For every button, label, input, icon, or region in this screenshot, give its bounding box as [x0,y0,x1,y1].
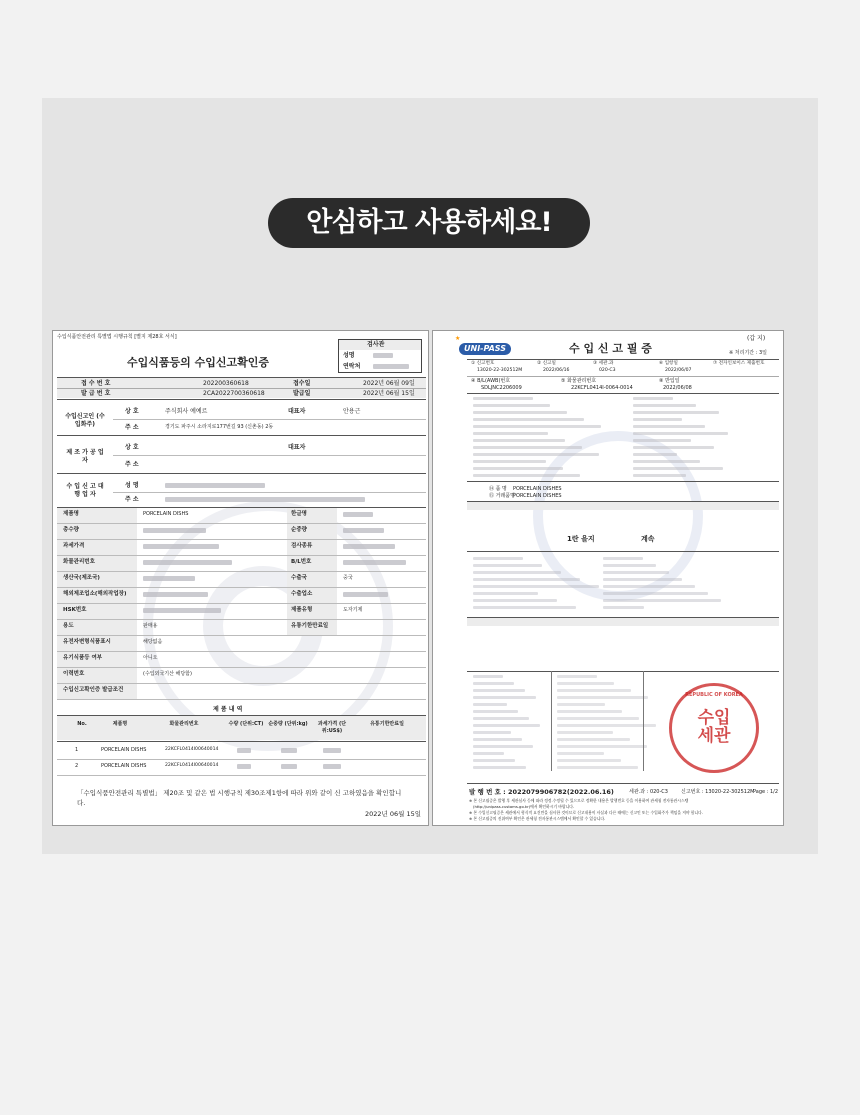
text-line [473,731,511,734]
document-title: 수 입 신 고 필 증 [569,342,652,355]
manufacturer-company-label: 상 호 [125,444,139,451]
model-header-bg [467,502,779,510]
report-no: 신고번호 : 13020-22-302512M [681,789,755,795]
text-line [473,759,515,762]
importer-rep-value: 안용근 [343,408,361,415]
footer-text: 「수입식품안전관리 특별법」 제20조 및 같은 법 시행규칙 제30조제1항에 따라 위와 같이 신 고하였음을 확인합니다. [77,789,402,807]
page-number: Page : 1/2 [753,789,779,795]
text-line [557,675,597,678]
product-row-label: 해외제조업소(해외작업장) [63,591,127,597]
product-row-label: 화물관리번호 [63,559,95,565]
text-line [473,766,526,769]
text-line [473,689,525,692]
redacted-value [143,560,232,565]
detail-header-bg [57,716,426,740]
receipt-date-value: 2022년 06월 09일 [363,380,415,387]
text-line [473,432,548,435]
text-line [633,425,705,428]
column-divider [643,671,644,771]
text-line [473,571,561,574]
top-field-value: 13020-22-302512M [477,368,523,373]
text-line [557,689,631,692]
text-line [603,606,644,609]
text-line [473,710,518,713]
text-line [473,453,599,456]
stamp-ring-text: REPUBLIC OF KOREA [685,692,743,698]
redacted-value [343,560,406,565]
issue-date-label: 발급일 [293,390,311,397]
inspector-name-label: 성명 [343,352,355,359]
redacted-value [281,764,297,769]
product-row-label: 과세가격 [63,543,85,549]
banner-text: 안심하고 사용하세요! [306,207,552,238]
text-line [633,418,682,421]
column-divider [551,671,552,771]
text-line [557,703,605,706]
continued-label: 1란 을지 [567,535,595,543]
text-line [473,696,536,699]
single-row-value: 아니오 [143,655,158,661]
redacted-value [143,528,206,533]
product-row-label2: 순중량 [291,527,307,533]
single-row-label: 이력번호 [63,671,85,677]
text-line [473,439,565,442]
text-line [473,717,529,720]
agent-address-label: 주 소 [125,496,139,503]
detail-header-cell: 유통기한만료일 [370,721,404,727]
text-line [633,474,686,477]
product-row-value2: 도자기제 [343,607,363,613]
product-row-value2: 중국 [343,575,353,581]
text-line [473,557,523,560]
goods-name: PORCELAIN DISHES [513,486,562,492]
text-line [557,738,630,741]
redacted-value [143,576,195,581]
redacted-value [343,512,373,517]
cargo-no: 22KCFL0414I-0064-0014 [571,385,633,391]
section-divider [467,481,779,482]
redacted-value [323,764,341,769]
cargo-label: ⑤ 화물관리번호 [561,378,597,384]
reassurance-banner [268,198,590,248]
import-confirmation-certificate [52,330,429,826]
product-row-value: 판매용 [143,623,158,629]
detail-row-name: PORCELAIN DISHS [101,747,147,753]
top-field-value: 2022/06/16 [543,368,570,373]
row-divider [57,699,426,700]
top-field-label: ③ 세관.과 [593,361,614,366]
detail-header-cell: 수량 (단위:CT) [228,721,264,727]
text-line [603,557,643,560]
detail-row-name: PORCELAIN DISHS [101,763,147,769]
detail-header-divider [57,741,426,742]
text-line [473,418,584,421]
text-line [473,411,567,414]
manufacturer-rep-label: 대표자 [288,444,306,451]
text-line [557,717,639,720]
note-4: ※ 본 신고필증의 진위여부 확인은 관세청 전자통관시스템에서 확인할 수 있습니다. [469,816,606,821]
text-line [473,460,546,463]
product-row-label2: 검사종류 [291,543,313,549]
unipass-logo: UNI-PASS [459,343,511,355]
bl-label: ④ B/L(AWB)번호 [471,378,511,384]
text-line [473,606,576,609]
redacted-value [281,748,297,753]
importer-address-value: 경기도 파주시 소라지로177번길 93 (신촌동) 2동 [165,424,274,430]
carry-date: 2022/06/08 [663,385,692,391]
text-line [473,592,538,595]
text-line [473,446,582,449]
text-line [633,439,691,442]
importer-address-label: 주 소 [125,424,139,431]
carry-label: ⑧ 반입일 [659,378,680,384]
document-title: 수입식품등의 수입신고확인증 [127,356,269,369]
top-field-label: ⑦ 전자인보이스 제출번호 [713,361,765,366]
text-line [473,474,580,477]
importer-label: 수입신고인 (수입화주) [65,413,105,428]
section-divider [467,551,779,552]
text-line [473,682,514,685]
text-line [603,592,708,595]
text-line [557,766,638,769]
manufacturer-label: 제 조 가 공 업 자 [66,449,104,464]
detail-title: 제 품 내 역 [213,706,243,713]
redacted-value [237,764,251,769]
product-row-label2: 수출국 [291,575,307,581]
text-line [557,682,614,685]
stamp-top-text: 수입 [697,708,731,728]
single-row-label: 유기식품등 여부 [63,655,103,661]
text-line [557,745,647,748]
text-line [557,731,613,734]
issue-no-label: 발 급 번 호 [81,390,111,397]
text-line [633,453,677,456]
text-line [557,696,648,699]
product-row-label: 용도 [63,623,74,629]
issue-line: 발 행 번 호 : 2022079906782(2022.06.16) [469,788,614,796]
single-row-value: 해당없음 [143,639,163,645]
text-line [473,738,522,741]
importer-company-label: 상 호 [125,408,139,415]
detail-header-cell: 화물관리번호 [169,721,199,727]
text-line [633,432,728,435]
redacted-value [237,748,251,753]
text-line [473,425,601,428]
single-row-label: 수입신고확인증 발급조건 [63,687,124,693]
stamp-bottom-text: 세관 [697,726,731,746]
goods-label: ⑭ 품 명 [489,486,507,492]
import-declaration-certificate [432,330,784,826]
redacted-value [143,544,219,549]
page-note: ※ 처리기간 : 3일 [729,350,767,356]
agent-name-label: 성 명 [125,482,139,489]
top-field-value: 020-C3 [599,368,616,373]
product-row-label: HSK번호 [63,607,87,613]
single-row-label: 유전자변형식품표시 [63,639,111,645]
trade-label: ⑮ 거래품명 [489,493,515,499]
note-2: (http://unipass.customs.go.kr)에서 확인하시기 바랍니다. [473,804,575,809]
footer-date: 2022년 06월 15일 [365,810,422,818]
row-divider [57,759,426,760]
receipt-no-value: 202200360618 [203,380,249,387]
top-field-label: ① 신고번호 [471,361,495,366]
text-line [603,571,669,574]
issue-date-value: 2022년 06월 15일 [363,390,415,397]
receipt-date-label: 접수일 [293,380,311,387]
text-line [603,585,695,588]
text-line [557,752,604,755]
text-line [473,578,580,581]
redacted-value [343,544,395,549]
customs-watermark [533,431,703,601]
importer-company-value: 주식회사 예예르 [165,408,208,415]
manufacturer-address-label: 주 소 [125,461,139,468]
customs-office: 세관.과 : 020-C3 [629,789,668,795]
product-row-label2: 수출업소 [291,591,313,597]
detail-header-cell: 순중량 (단위:kg) [268,721,308,727]
redacted-value [143,608,221,613]
redacted-value [343,528,384,533]
form-note: 수입식품안전관리 특별법 시행규칙 [별지 제28호 서식] [57,334,177,340]
text-line [603,599,721,602]
note-3: ※ 본 수입신고필증은 세관에서 형식적 요건만을 심사한 것이므로 신고내용이 사실과 다른 때에는 신고인 또는 수입화주가 책임을 져야 합니다. [469,810,703,815]
redacted-value [143,592,208,597]
detail-row-cargo: 22KCFL0414I00640014 [165,747,219,752]
row-divider [57,775,426,776]
text-line [473,752,504,755]
redacted-value [343,592,388,597]
text-line [473,745,533,748]
top-field-value: 2022/06/07 [665,368,692,373]
text-line [473,585,599,588]
product-row-label2: 제품유형 [291,607,313,613]
agent-label: 수 입 신 고 대 행 업 자 [66,483,104,498]
text-line [473,675,503,678]
product-row-label: 제품명 [63,511,79,517]
top-field-label: ② 신고일 [537,361,556,366]
top-field-label: ⑥ 입항일 [659,361,678,366]
issue-no-value: 2CA2022700360618 [203,390,265,397]
product-row-label2: B/L번호 [291,559,312,565]
text-line [633,411,719,414]
inspector-contact-label: 연락처 [343,363,361,370]
inspector-header: 검사관 [367,341,385,348]
text-line [473,564,542,567]
customs-stamp [669,683,759,773]
bl-no: SDLJNC2206009 [481,385,522,391]
note-1: ※ 본 신고필증은 발행 후 세관심사 등에 따라 정정.수정될 수 있으므로 정확한 내용은 발행번호 등을 이용하여 관세청 전자통관시스템 [469,798,689,803]
text-line [633,460,700,463]
text-line [557,710,622,713]
text-line [603,578,682,581]
text-line [473,404,550,407]
text-line [557,759,621,762]
text-line [473,599,557,602]
detail-row-cargo: 22KCFL0414I00640014 [165,763,219,768]
text-line [557,724,656,727]
text-line [473,467,563,470]
detail-header-cell: 제품명 [112,721,128,727]
text-line [603,564,656,567]
page-label: (갑 지) [747,335,766,342]
single-row-value: (수입외국기산 해당함) [143,671,192,677]
detail-row-no: 2 [75,763,79,769]
importer-rep-label: 대표자 [288,408,306,415]
product-row-label2: 한글명 [291,511,307,517]
continued-value: 계속 [641,535,655,543]
text-line [473,703,507,706]
trade-name: PORCELAIN DISHES [513,493,562,499]
text-line [633,446,714,449]
product-row-label: 총수량 [63,527,79,533]
detail-header-cell: 과세가격 (단위:US$) [317,721,347,734]
product-row-label: 생산국(제조국) [63,575,100,581]
product-row-value: PORCELAIN DISHS [143,511,189,517]
logo-mark: ★ [455,335,461,342]
text-line [633,467,723,470]
receipt-no-label: 접 수 번 호 [81,380,111,387]
product-row-label2: 유통기한만료일 [291,623,329,629]
text-line [633,397,673,400]
text-line [633,404,696,407]
tax-header-bg [467,618,779,626]
text-line [473,397,533,400]
section-divider [467,671,779,672]
detail-header-cell: No. [77,721,87,727]
redacted-value [323,748,341,753]
text-line [473,724,540,727]
detail-row-no: 1 [75,747,79,753]
